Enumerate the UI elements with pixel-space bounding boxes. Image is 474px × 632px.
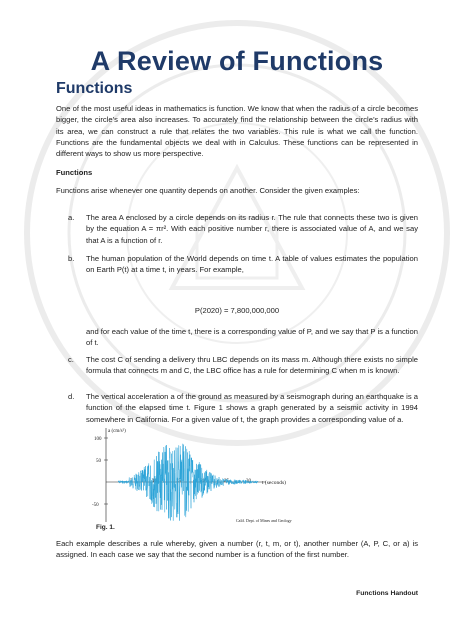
- intro-paragraph: One of the most useful ideas in mathematics is function. We know that when the radius of a circle becomes bigger, the circle’s area also increases. To accurately find the relationship between the circle’s radius with its area, we can construct a rule that relates the two variables. This rule is what we call the function. Functions are the fundamental objects we deal with in Calculus. These functions can be represented in different ways to show us more perspective.: [56, 104, 418, 159]
- figure-credit: Calif. Dept. of Mines and Geology: [236, 518, 292, 523]
- subheading: Functions: [56, 168, 93, 177]
- example-a-label: a.: [68, 213, 75, 222]
- example-b-text: The human population of the World depends on time t. A table of values estimates the population on Earth P(t) at a time t, in years. For example,: [86, 254, 418, 275]
- figure-caption: Fig. 1.: [96, 524, 115, 531]
- closing-paragraph: Each example describes a rule whereby, given a number (r, t, m, or t), another number (A, P, C, or a) is assigned. In each case we say that the second number is a function of the first number.: [56, 539, 418, 560]
- example-d-label: d.: [68, 392, 75, 401]
- x-tick: 10: [152, 479, 157, 484]
- x-tick: 5: [130, 479, 133, 484]
- example-a-text: The area A enclosed by a circle depends on its radius r. The rule that connects these two is given by the equation A = πr². With each positive number r, there is associated value of A, and we say that A is a function of r.: [86, 213, 418, 245]
- seismograph-figure: [92, 424, 312, 526]
- y-tick: 50: [96, 459, 101, 464]
- example-b-label: b.: [68, 254, 75, 263]
- page-title: A Review of Functions: [90, 46, 384, 76]
- y-tick: 100: [94, 437, 102, 442]
- x-tick: 30: [246, 479, 251, 484]
- x-tick: 15: [176, 479, 181, 484]
- y-axis-label: a (cm/s²): [108, 429, 126, 434]
- section-heading: Functions: [56, 80, 133, 97]
- lead-paragraph: Functions arise whenever one quantity depends on another. Consider the given examples:: [56, 186, 360, 195]
- example-d-text: The vertical acceleration a of the ground as measured by a seismograph during an earthquake is a function of the elapsed time t. Figure 1 shows a graph generated by a seismic activity in 1994 somewhere in California. For a given value of t, the graph provides a corresponding value of a.: [86, 392, 418, 424]
- example-b-text2: and for each value of the time t, there is a corresponding value of P, and we say that P is a function of t.: [86, 327, 418, 348]
- population-formula: P(2020) = 7,800,000,000: [194, 306, 280, 315]
- example-c-text: The cost C of sending a delivery thru LBC depends on its mass m. Although there exists no simple formula that connects m and C, the LBC office has a rule for determining C when m is known.: [86, 355, 418, 376]
- example-c-label: c.: [68, 355, 74, 364]
- footer-label: Functions Handout: [356, 590, 418, 597]
- x-tick: 25: [224, 479, 229, 484]
- x-tick: 20: [200, 479, 205, 484]
- seismic-waveform: [118, 444, 258, 521]
- x-axis-label: t (seconds): [262, 480, 286, 486]
- y-tick: -50: [92, 503, 99, 508]
